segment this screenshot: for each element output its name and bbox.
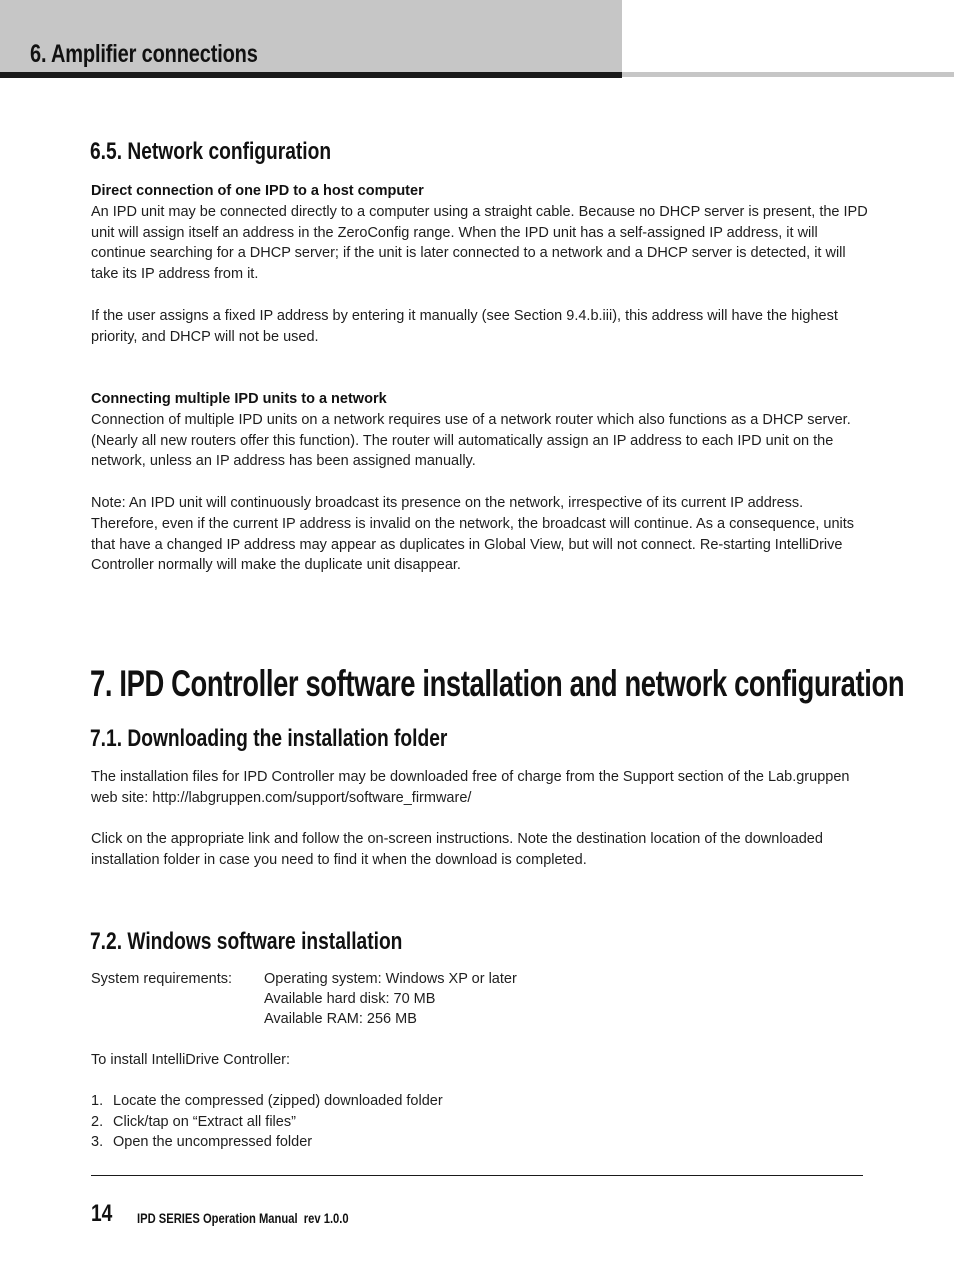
page-number: 14 (91, 1200, 113, 1227)
download-para-1: The installation files for IPD Controller may be downloaded free of charge from the Support section of the Lab.gruppen web site: http://labgruppen.com/support/software_firmware/ (91, 769, 850, 806)
multiple-units-subheading: Connecting multiple IPD units to a network (91, 391, 387, 407)
header-rule-light (622, 72, 954, 77)
multiple-units-block (91, 389, 871, 576)
system-requirements (91, 969, 871, 1030)
section-7-1-heading: 7.1. Downloading the installation folder (90, 725, 448, 752)
chapter-7-heading: 7. IPD Controller software installation and network configuration (90, 663, 905, 704)
direct-connection-para-1: An IPD unit may be connected directly to a computer using a straight cable. Because no DHCP server is present, the IPD unit will assign itself an address in the ZeroConfig range. When the IPD unit has a self-assigned IP address, it will continue searching for a DHCP server; if the unit is later connected to a network and a DHCP server is detected, it will take its IP address from it. (91, 203, 868, 283)
list-item: 1. Locate the compressed (zipped) downloaded folder (91, 1093, 443, 1110)
footer-manual-title: IPD SERIES Operation Manual rev 1.0.0 (137, 1210, 349, 1226)
list-item: 2. Click/tap on “Extract all files” (91, 1113, 296, 1130)
requirement-disk: Available hard disk: 70 MB (264, 991, 436, 1008)
footer-rule (91, 1175, 863, 1176)
install-block (91, 969, 871, 1152)
section-6-5-heading: 6.5. Network configuration (90, 138, 332, 165)
install-intro: To install IntelliDrive Controller: (91, 1052, 291, 1069)
multiple-units-para-1: Connection of multiple IPD units on a network requires use of a network router which also functions as a DHCP server. (Nearly all new routers offer this function). The router will automatically assign an IP address to each IPD unit on the network, unless an IP address has been assigned manually. (91, 411, 851, 470)
requirements-list (264, 969, 517, 1030)
requirement-os: Operating system: Windows XP or later (264, 971, 517, 987)
header-rule-dark (0, 72, 622, 78)
download-para-2: Click on the appropriate link and follow the on-screen instructions. Note the destination location of the downloaded installation folder in case you need to find it when the download is completed. (91, 831, 823, 869)
multiple-units-para-2: Note: An IPD unit will continuously broadcast its presence on the network, irrespective of its current IP address. Therefore, even if the current IP address is invalid on the network, the broadcast will continue. As a consequence, units that have a changed IP address may appear as duplicates in Global View, but will not connect. Re-starting IntelliDrive Controller normally will make the duplicate unit disappear. (91, 494, 855, 574)
section-7-2-heading: 7.2. Windows software installation (90, 928, 403, 955)
direct-connection-para-2: If the user assigns a fixed IP address by entering it manually (see Section 9.4.b.iii), this address will have the highest priority, and DHCP will not be used. (91, 307, 838, 345)
list-item: 3. Open the uncompressed folder (91, 1133, 313, 1150)
requirement-ram: Available RAM: 256 MB (264, 1011, 417, 1028)
direct-connection-subheading: Direct connection of one IPD to a host computer (91, 183, 424, 199)
direct-connection-block (91, 181, 871, 347)
requirements-label: System requirements: (91, 971, 233, 987)
install-steps (91, 1091, 871, 1152)
download-block (91, 767, 871, 871)
chapter-title: 6. Amplifier connections (30, 40, 258, 68)
